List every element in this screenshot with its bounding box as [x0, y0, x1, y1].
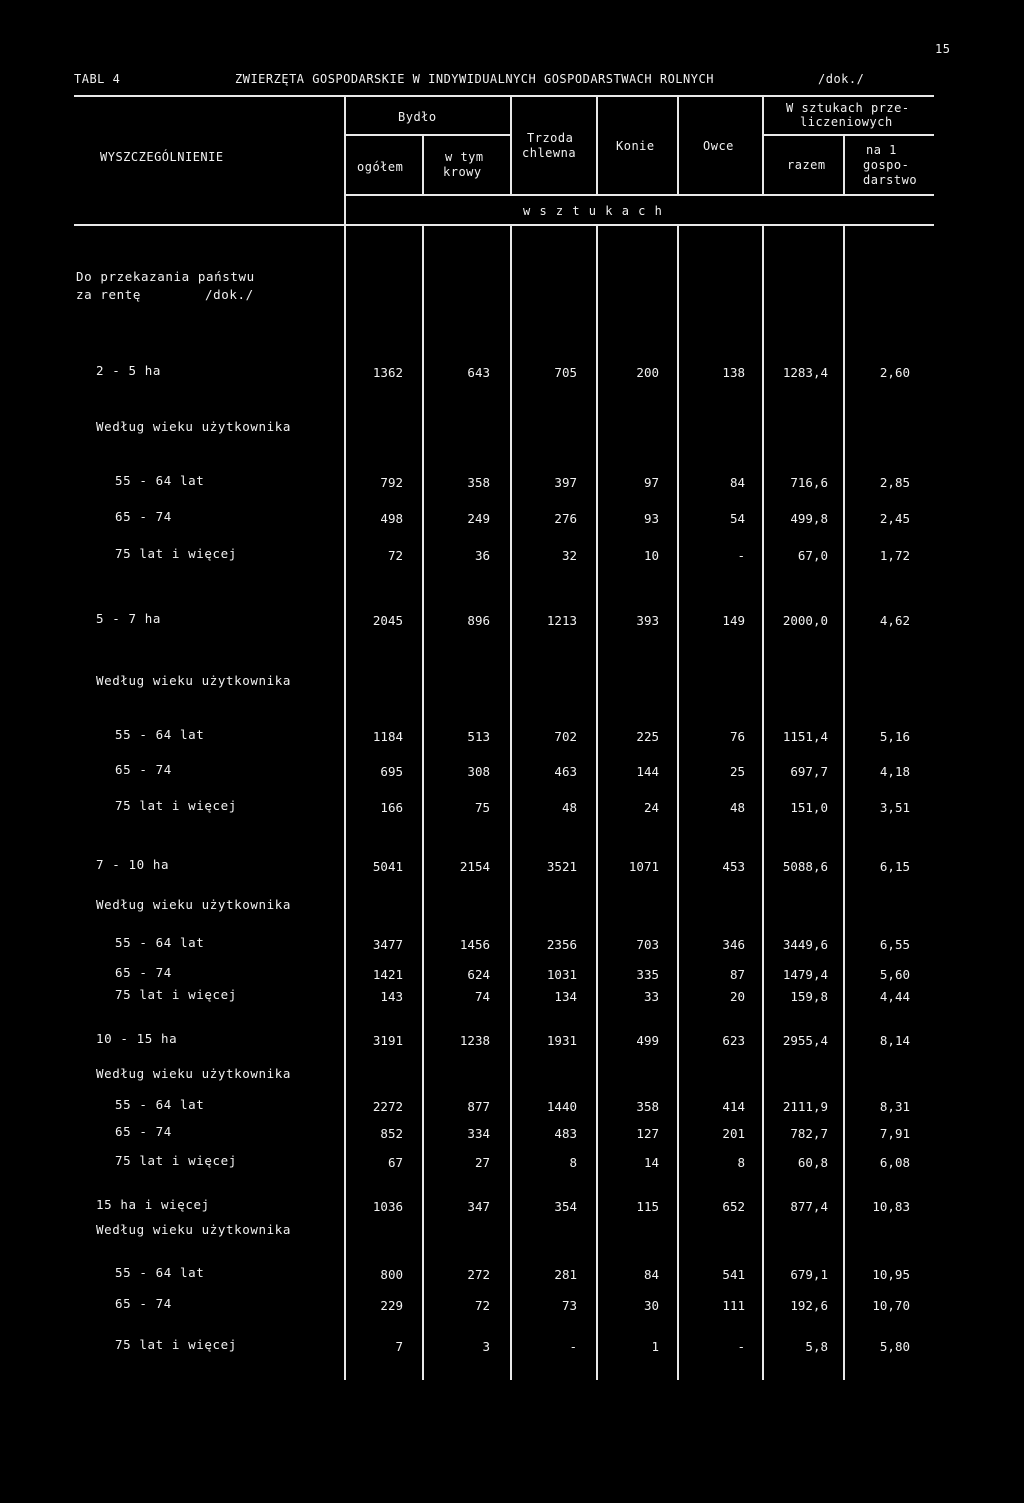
table-cell: 276: [554, 511, 577, 526]
units-top-rule: [345, 194, 934, 196]
header-vline: [344, 96, 346, 224]
table-cell: 32: [561, 548, 577, 563]
table-cell: 393: [636, 613, 659, 628]
row-label: 55 - 64 lat: [115, 935, 205, 950]
table-cell: 73: [561, 1298, 577, 1313]
table-cell: 201: [722, 1126, 745, 1141]
table-cell: 24: [643, 800, 659, 815]
table-cell: 225: [636, 729, 659, 744]
table-cell: 346: [722, 937, 745, 952]
row-label: Według wieku użytkownika: [96, 1066, 292, 1081]
table-label: TABL 4: [74, 72, 121, 86]
table-cell: 14: [643, 1155, 659, 1170]
row-label: 55 - 64 lat: [115, 1265, 205, 1280]
row-label: 75 lat i więcej: [115, 798, 237, 813]
table-cell: 10: [643, 548, 659, 563]
table-cell: 1362: [372, 365, 403, 380]
table-cell: 705: [554, 365, 577, 380]
table-cell: 75: [474, 800, 490, 815]
razem-header: razem: [787, 158, 826, 172]
table-cell: 10,95: [872, 1267, 910, 1282]
row-label: 65 - 74: [115, 1124, 172, 1139]
chlewna-header: chlewna: [522, 146, 577, 160]
table-cell: 1031: [546, 967, 577, 982]
section-title: Do przekazania państwu: [76, 269, 255, 284]
row-label: 55 - 64 lat: [115, 727, 205, 742]
row-label: 75 lat i więcej: [115, 987, 237, 1002]
table-cell: 1184: [372, 729, 403, 744]
table-cell: 5041: [372, 859, 403, 874]
table-cell: 4,18: [879, 764, 910, 779]
trzoda-header: Trzoda: [527, 131, 574, 145]
table-cell: 1,72: [879, 548, 910, 563]
table-cell: 4,62: [879, 613, 910, 628]
table-cell: 1479,4: [782, 967, 828, 982]
table-cell: 652: [722, 1199, 745, 1214]
table-cell: 5,60: [879, 967, 910, 982]
table-cell: 8: [569, 1155, 577, 1170]
row-label: 2 - 5 ha: [96, 363, 162, 378]
table-cell: 2,85: [879, 475, 910, 490]
table-cell: 143: [380, 989, 403, 1004]
krowy-header: krowy: [443, 165, 482, 179]
na1-header-3: darstwo: [863, 173, 918, 187]
table-cell: 2000,0: [782, 613, 828, 628]
table-cell: 272: [467, 1267, 490, 1282]
table-cell: 697,7: [790, 764, 828, 779]
header-bottom-rule: [74, 224, 934, 226]
table-cell: 138: [722, 365, 745, 380]
table-cell: 1: [651, 1339, 659, 1354]
na1-header-2: gospo-: [863, 158, 910, 172]
table-cell: -: [737, 548, 745, 563]
header-vline: [843, 134, 845, 194]
table-title: ZWIERZĘTA GOSPODARSKIE W INDYWIDUALNYCH GOSPODARSTWACH ROLNYCH: [235, 72, 714, 86]
table-cell: 358: [636, 1099, 659, 1114]
table-cell: 896: [467, 613, 490, 628]
row-label: 65 - 74: [115, 965, 172, 980]
table-cell: 54: [729, 511, 745, 526]
table-cell: 499: [636, 1033, 659, 1048]
table-cell: 877: [467, 1099, 490, 1114]
table-cell: 2111,9: [782, 1099, 828, 1114]
table-cell: 84: [643, 1267, 659, 1282]
table-cell: 6,15: [879, 859, 910, 874]
table-cell: -: [737, 1339, 745, 1354]
table-cell: 397: [554, 475, 577, 490]
row-label: 65 - 74: [115, 509, 172, 524]
table-cell: 782,7: [790, 1126, 828, 1141]
table-cell: 703: [636, 937, 659, 952]
na1-header-1: na 1: [866, 143, 897, 157]
table-cell: 48: [561, 800, 577, 815]
table-cell: 97: [643, 475, 659, 490]
table-cell: 249: [467, 511, 490, 526]
table-cell: 93: [643, 511, 659, 526]
table-cell: 5,8: [805, 1339, 828, 1354]
table-cell: 463: [554, 764, 577, 779]
table-title-suffix: /dok./: [818, 72, 865, 86]
table-cell: 308: [467, 764, 490, 779]
table-cell: 76: [729, 729, 745, 744]
stub-header: WYSZCZEGÓLNIENIE: [100, 150, 224, 164]
header-vline: [510, 96, 512, 194]
table-cell: 1456: [459, 937, 490, 952]
row-label: 10 - 15 ha: [96, 1031, 178, 1046]
section-title-2: za rentę: [76, 287, 142, 302]
table-cell: 6,55: [879, 937, 910, 952]
table-cell: 72: [474, 1298, 490, 1313]
table-cell: 800: [380, 1267, 403, 1282]
table-cell: 877,4: [790, 1199, 828, 1214]
table-cell: 335: [636, 967, 659, 982]
table-cell: 541: [722, 1267, 745, 1282]
table-cell: 1213: [546, 613, 577, 628]
row-label: 65 - 74: [115, 762, 172, 777]
table-cell: 716,6: [790, 475, 828, 490]
row-label: Według wieku użytkownika: [96, 1222, 292, 1237]
row-label: 55 - 64 lat: [115, 473, 205, 488]
table-cell: 1931: [546, 1033, 577, 1048]
table-cell: 8,31: [879, 1099, 910, 1114]
table-cell: 2356: [546, 937, 577, 952]
table-cell: 2045: [372, 613, 403, 628]
page-number: 15: [935, 42, 951, 56]
table-cell: 3449,6: [782, 937, 828, 952]
row-label: Według wieku użytkownika: [96, 897, 292, 912]
table-cell: 10,70: [872, 1298, 910, 1313]
table-cell: 3: [482, 1339, 490, 1354]
table-cell: 8,14: [879, 1033, 910, 1048]
table-cell: 149: [722, 613, 745, 628]
row-label: 75 lat i więcej: [115, 546, 237, 561]
table-cell: 1151,4: [782, 729, 828, 744]
table-cell: -: [569, 1339, 577, 1354]
table-cell: 7: [395, 1339, 403, 1354]
table-cell: 67: [387, 1155, 403, 1170]
table-cell: 792: [380, 475, 403, 490]
header-vline: [762, 96, 764, 194]
table-cell: 281: [554, 1267, 577, 1282]
table-cell: 60,8: [797, 1155, 828, 1170]
row-label: 55 - 64 lat: [115, 1097, 205, 1112]
table-cell: 27: [474, 1155, 490, 1170]
table-cell: 513: [467, 729, 490, 744]
table-cell: 3191: [372, 1033, 403, 1048]
table-cell: 1238: [459, 1033, 490, 1048]
table-cell: 1440: [546, 1099, 577, 1114]
table-cell: 852: [380, 1126, 403, 1141]
table-cell: 200: [636, 365, 659, 380]
table-cell: 2,60: [879, 365, 910, 380]
row-label: 75 lat i więcej: [115, 1153, 237, 1168]
table-cell: 25: [729, 764, 745, 779]
table-cell: 3477: [372, 937, 403, 952]
table-cell: 3521: [546, 859, 577, 874]
table-cell: 1283,4: [782, 365, 828, 380]
przel-rule: [762, 134, 934, 136]
table-cell: 358: [467, 475, 490, 490]
table-cell: 623: [722, 1033, 745, 1048]
ogolem-header: ogółem: [357, 160, 404, 174]
table-cell: 643: [467, 365, 490, 380]
bydlo-rule: [345, 134, 510, 136]
table-cell: 48: [729, 800, 745, 815]
table-cell: 127: [636, 1126, 659, 1141]
header-vline: [422, 134, 424, 194]
table-cell: 72: [387, 548, 403, 563]
table-cell: 2,45: [879, 511, 910, 526]
table-cell: 347: [467, 1199, 490, 1214]
header-top-rule: [74, 95, 934, 97]
table-cell: 6,08: [879, 1155, 910, 1170]
section-title-suffix: /dok./: [205, 287, 254, 302]
konie-header: Konie: [616, 139, 655, 153]
table-cell: 10,83: [872, 1199, 910, 1214]
table-cell: 483: [554, 1126, 577, 1141]
header-vline: [596, 96, 598, 194]
table-cell: 5,80: [879, 1339, 910, 1354]
table-cell: 334: [467, 1126, 490, 1141]
table-cell: 8: [737, 1155, 745, 1170]
table-cell: 5,16: [879, 729, 910, 744]
table-cell: 229: [380, 1298, 403, 1313]
row-label: 75 lat i więcej: [115, 1337, 237, 1352]
table-cell: 166: [380, 800, 403, 815]
table-cell: 2272: [372, 1099, 403, 1114]
table-cell: 7,91: [879, 1126, 910, 1141]
owce-header: Owce: [703, 139, 734, 153]
table-cell: 2955,4: [782, 1033, 828, 1048]
przel-header-2: liczeniowych: [800, 115, 893, 129]
table-cell: 33: [643, 989, 659, 1004]
table-cell: 36: [474, 548, 490, 563]
row-label: 15 ha i więcej: [96, 1197, 210, 1212]
table-cell: 20: [729, 989, 745, 1004]
table-cell: 498: [380, 511, 403, 526]
table-cell: 74: [474, 989, 490, 1004]
table-cell: 159,8: [790, 989, 828, 1004]
table-cell: 1071: [628, 859, 659, 874]
table-cell: 192,6: [790, 1298, 828, 1313]
table-cell: 4,44: [879, 989, 910, 1004]
table-cell: 67,0: [797, 548, 828, 563]
table-cell: 453: [722, 859, 745, 874]
table-cell: 354: [554, 1199, 577, 1214]
table-cell: 134: [554, 989, 577, 1004]
table-cell: 111: [722, 1298, 745, 1313]
table-cell: 30: [643, 1298, 659, 1313]
table-cell: 695: [380, 764, 403, 779]
row-label: 5 - 7 ha: [96, 611, 162, 626]
row-label: Według wieku użytkownika: [96, 673, 292, 688]
bydlo-header: Bydło: [398, 110, 437, 124]
table-cell: 702: [554, 729, 577, 744]
row-label: 7 - 10 ha: [96, 857, 170, 872]
table-cell: 151,0: [790, 800, 828, 815]
table-cell: 144: [636, 764, 659, 779]
table-cell: 5088,6: [782, 859, 828, 874]
table-cell: 499,8: [790, 511, 828, 526]
table-cell: 414: [722, 1099, 745, 1114]
row-label: Według wieku użytkownika: [96, 419, 292, 434]
table-cell: 679,1: [790, 1267, 828, 1282]
table-cell: 3,51: [879, 800, 910, 815]
przel-header-1: W sztukach prze-: [786, 101, 910, 115]
table-cell: 87: [729, 967, 745, 982]
w-tym-header: w tym: [445, 150, 484, 164]
table-cell: 1421: [372, 967, 403, 982]
table-cell: 84: [729, 475, 745, 490]
table-cell: 624: [467, 967, 490, 982]
row-label: 65 - 74: [115, 1296, 172, 1311]
table-cell: 115: [636, 1199, 659, 1214]
units-header: w s z t u k a c h: [523, 204, 663, 218]
table-cell: 2154: [459, 859, 490, 874]
table-cell: 1036: [372, 1199, 403, 1214]
header-vline: [677, 96, 679, 194]
